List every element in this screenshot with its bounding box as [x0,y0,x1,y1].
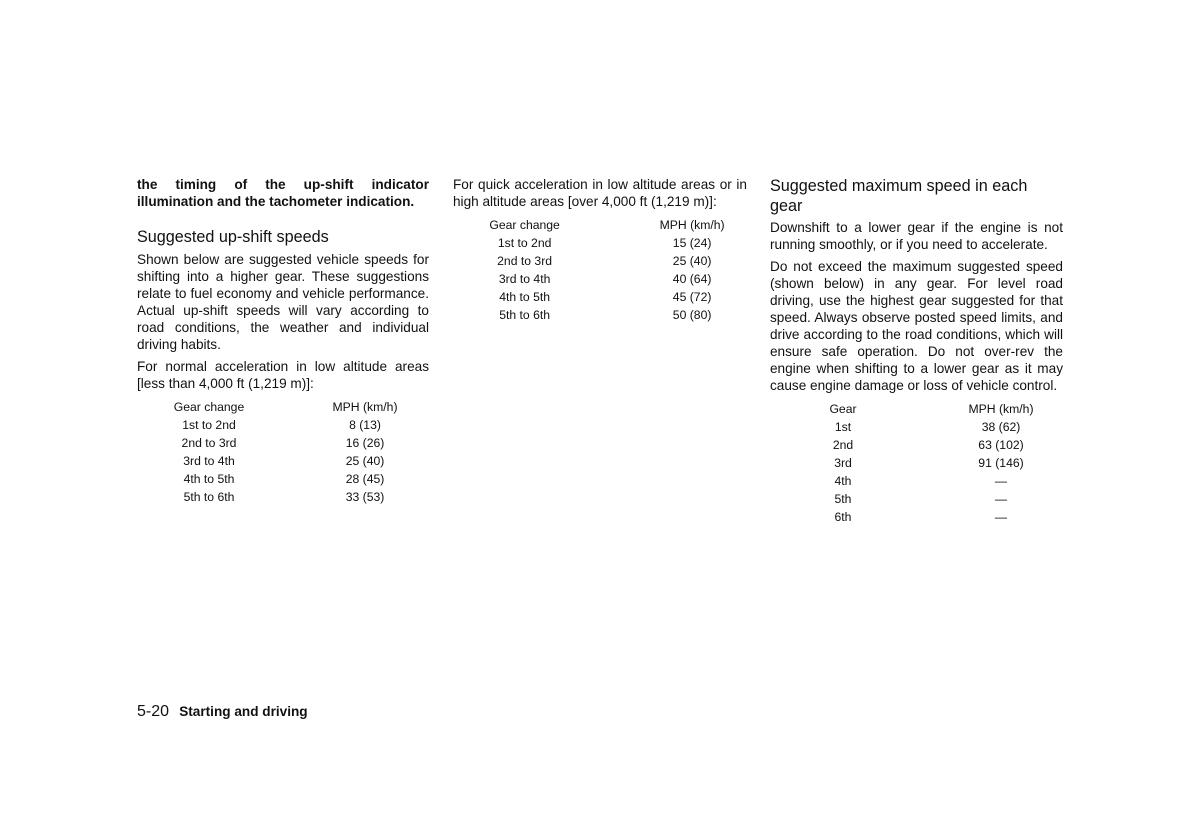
table-row [810,472,1058,490]
gear-cell: 6th [834,510,852,524]
gear-cell: 5th to 6th [499,308,551,322]
section-title: Starting and driving [179,704,308,719]
speed-cell: 91 (146) [978,456,1024,470]
table-row [810,490,1058,508]
gear-cell: 5th [834,492,852,506]
speed-cell: — [994,474,1008,488]
table-row [810,454,1058,472]
normal-acceleration-text: For normal acceleration in low altitude areas [less than 4,000 ft (1,219 m)]: [137,359,429,391]
header-gear: Gear [829,402,857,416]
table-header-row [480,216,747,234]
table-row [164,416,422,434]
max-speed-table [810,400,1058,526]
table-row [164,470,422,488]
page-footer [137,702,308,722]
table-header-row [164,398,422,416]
quick-acceleration-text: For quick acceleration in low altitude areas or in high altitude areas [over 4,000 ft (1,219 m)]: [453,177,747,209]
gear-cell: 4th [834,474,852,488]
gear-cell: 4th to 5th [183,472,235,486]
speed-cell: 15 (24) [672,236,712,250]
gear-cell: 3rd [834,456,852,470]
table-row [810,418,1058,436]
intro-bold-text: the timing of the up-shift indicator illumination and the tachometer indication. [137,177,429,209]
table-row [480,270,747,288]
table-row [810,508,1058,526]
table-row [480,234,747,252]
speed-cell: 40 (64) [672,272,712,286]
middle-column [453,176,747,324]
max-speed-description: Do not exceed the maximum suggested speed (shown below) in any gear. For level road driving, use the highest gear suggested for that speed. Always observe posted speed limits, and drive according to the road conditions, which will ensure safe operation. Do not over-rev the engine when shifting to a lower gear as it may cause engine damage or loss of vehicle control. [770,259,1063,393]
gear-cell: 4th to 5th [499,290,551,304]
speed-cell: 45 (72) [672,290,712,304]
gear-cell: 2nd to 3rd [497,254,553,268]
normal-acceleration-table [164,398,422,506]
header-gear-change: Gear change [173,400,245,414]
table-row [164,452,422,470]
gear-cell: 1st to 2nd [497,236,552,250]
table-header-row [810,400,1058,418]
downshift-text: Downshift to a lower gear if the engine is not running smoothly, or if you need to accelerate. [770,220,1063,252]
speed-cell: — [994,510,1008,524]
speed-cell: 25 (40) [345,454,385,468]
speed-cell: 8 (13) [349,418,381,432]
gear-cell: 3rd to 4th [498,272,551,286]
page-number: 5-20 [137,703,170,720]
table-row [810,436,1058,454]
gear-cell: 2nd to 3rd [181,436,237,450]
table-row [164,488,422,506]
speed-cell: 33 (53) [345,490,385,504]
max-speed-heading: Suggested maximum speed in each gear [770,177,1028,215]
left-column [137,176,429,506]
upshift-heading: Suggested up-shift speeds [137,228,329,246]
speed-cell: 63 (102) [978,438,1024,452]
gear-cell: 1st [834,420,852,434]
table-row [480,306,747,324]
gear-cell: 3rd to 4th [183,454,235,468]
gear-cell: 1st to 2nd [182,418,236,432]
speed-cell: — [994,492,1008,506]
gear-cell: 2nd [832,438,854,452]
speed-cell: 16 (26) [345,436,385,450]
right-column [770,176,1063,526]
speed-cell: 25 (40) [672,254,712,268]
table-row [480,288,747,306]
gear-cell: 5th to 6th [183,490,235,504]
table-row [480,252,747,270]
table-row [164,434,422,452]
header-mph: MPH (km/h) [968,402,1034,416]
speed-cell: 38 (62) [981,420,1021,434]
upshift-description: Shown below are suggested vehicle speeds for shifting into a higher gear. These suggestions relate to fuel economy and vehicle performance. Actual up-shift speeds will vary according to road conditions, the weather and individual driving habits. [137,252,429,352]
header-gear-change: Gear change [489,218,560,232]
speed-cell: 28 (45) [345,472,385,486]
header-mph: MPH (km/h) [659,218,725,232]
quick-acceleration-table [480,216,747,324]
header-mph: MPH (km/h) [332,400,398,414]
speed-cell: 50 (80) [672,308,712,322]
